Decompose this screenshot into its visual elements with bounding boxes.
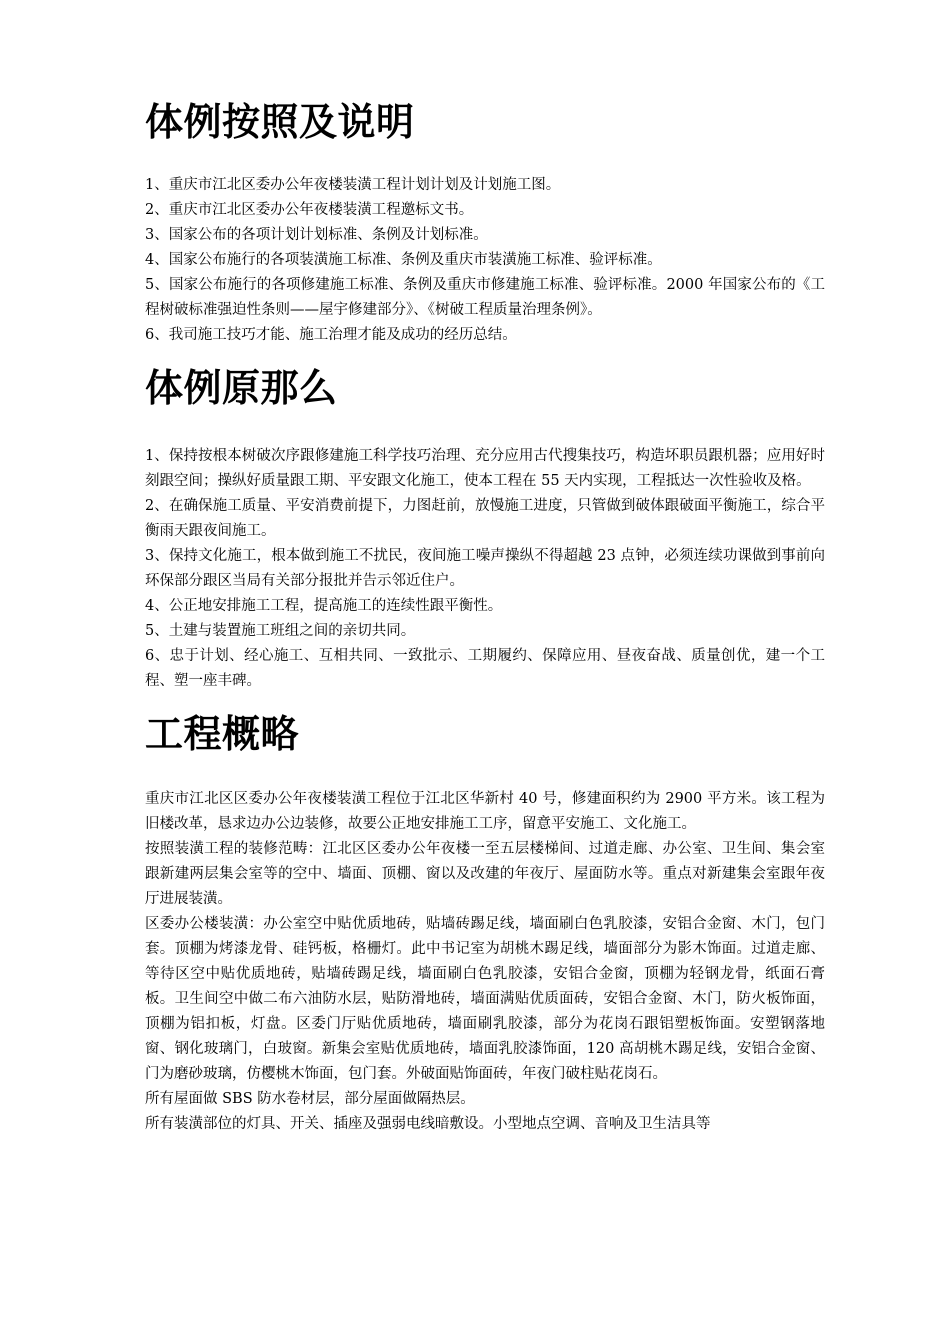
section-project-overview [145, 710, 825, 1137]
paragraph: 4、公正地安排施工工程，提高施工的连续性跟平衡性。 [145, 597, 503, 614]
paragraph: 区委办公楼装潢：办公室空中贴优质地砖，贴墙砖踢足线，墙面刷白色乳胶漆，安铝合金窗、木门，包门套。顶棚为烤漆龙骨、硅钙板，格栅灯。此中书记室为胡桃木踢足线，墙面部分为影木饰面。过道走廊、等待区空中贴优质地砖，贴墙砖踢足线，墙面刷白色乳胶漆，安铝合金窗，顶棚为轻钢龙骨，纸面石膏板。卫生间空中做二布六油防水层，贴防滑地砖，墙面满贴优质面砖，安铝合金窗、木门，防火板饰面，顶棚为铝扣板，灯盘。区委门厅贴优质地砖，墙面刷乳胶漆，部分为花岗石跟铝塑板饰面。安塑钢落地窗、钢化玻璃门，白玻窗。新集会室贴优质地砖，墙面乳胶漆饰面，120 高胡桃木踢足线，安铝合金窗、门为磨砂玻璃，仿樱桃木饰面，包门套。外破面贴饰面砖，年夜门破柱贴花岗石。 [145, 916, 825, 1083]
paragraph: 6、我司施工技巧才能、施工治理才能及成功的经历总结。 [145, 327, 517, 344]
paragraph: 1、重庆市江北区委办公年夜楼装潢工程计划计划及计划施工图。 [145, 177, 561, 194]
document-page [145, 98, 825, 1153]
section-principles [145, 364, 825, 693]
section-body [145, 173, 825, 348]
paragraph: 所有装潢部位的灯具、开关、插座及强弱电线暗敷设。小型地点空调、音响及卫生洁具等 [145, 1116, 711, 1133]
section-heading: 体例原那么 [145, 366, 338, 411]
paragraph: 5、土建与装置施工班组之间的亲切共同。 [145, 622, 416, 639]
paragraph: 所有屋面做 SBS 防水卷材层，部分屋面做隔热层。 [145, 1091, 475, 1108]
paragraph: 2、在确保施工质量、平安消费前提下，力图赶前，放慢施工进度，只管做到破体跟破面平衡施工，综合平衡雨天跟夜间施工。 [145, 497, 825, 539]
section-heading: 体例按照及说明 [145, 100, 415, 144]
paragraph: 3、国家公布的各项计划计划标准、条例及计划标准。 [145, 227, 488, 244]
paragraph: 2、重庆市江北区委办公年夜楼装潢工程邀标文书。 [145, 202, 474, 219]
section-heading: 工程概略 [145, 711, 300, 756]
paragraph: 3、保持文化施工，根本做到施工不扰民，夜间施工噪声操纵不得超越 23 点钟，必须连续功课做到事前向环保部分跟区当局有关部分报批并告示邻近住户。 [145, 547, 825, 589]
paragraph: 5、国家公布施行的各项修建施工标准、条例及重庆市修建施工标准、验评标准。2000 年国家公布的《工程树破标准强迫性条则——屋宇修建部分》、《树破工程质量治理条例》。 [145, 277, 825, 319]
section-body [145, 787, 825, 1137]
paragraph: 重庆市江北区区委办公年夜楼装潢工程位于江北区华新村 40 号，修建面积约为 2900 平方米。该工程为旧楼改革，恳求边办公边装修，故要公正地安排施工工序，留意平安施工、文化施工。 [145, 791, 825, 833]
section-compilation-basis [145, 98, 825, 348]
paragraph: 4、国家公布施行的各项装潢施工标准、条例及重庆市装潢施工标准、验评标准。 [145, 252, 662, 269]
paragraph: 按照装潢工程的装修范畴：江北区区委办公年夜楼一至五层楼梯间、过道走廊、办公室、卫生间、集会室跟新建两层集会室等的空中、墙面、顶棚、窗以及改建的年夜厅、屋面防水等。重点对新建集会室跟年夜厅进展装潢。 [145, 841, 825, 908]
paragraph: 1、保持按根本树破次序跟修建施工科学技巧治理、充分应用古代搜集技巧，构造坏职员跟机器；应用好时刻跟空间；操纵好质量跟工期、平安跟文化施工，使本工程在 55 天内实现，工程抵达一次性验收及格。 [145, 447, 825, 489]
paragraph: 6、忠于计划、经心施工、互相共同、一致批示、工期履约、保障应用、昼夜奋战、质量创优，建一个工程、塑一座丰碑。 [145, 647, 825, 689]
section-body [145, 444, 825, 694]
